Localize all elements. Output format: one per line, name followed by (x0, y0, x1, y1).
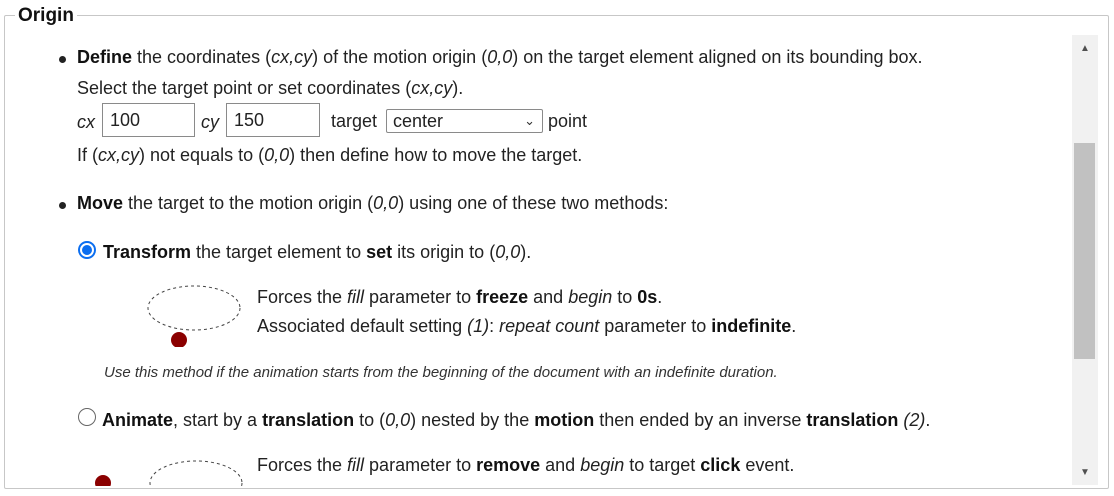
define-line-4: If (cx,cy) not equals to (0,0) then define how to move the target. (77, 145, 583, 165)
animate-option-label[interactable]: Animate, start by a translation to (0,0) nested by the motion then ended by an inverse translation (2). (102, 410, 931, 430)
target-select[interactable] (386, 109, 543, 133)
animate-desc-1: Forces the fill parameter to remove and begin to target click event. (257, 455, 795, 475)
bullet-icon (59, 56, 66, 63)
chevron-down-icon: ⌄ (524, 113, 535, 128)
motion-path-illustration (144, 282, 244, 347)
animate-path-illustration (86, 453, 256, 486)
cy-label: cy (201, 112, 219, 132)
define-line-1: Define the coordinates (cx,cy) of the motion origin (0,0) on the target element aligned on its bounding box. (77, 47, 923, 67)
scroll-down-icon[interactable]: ▼ (1080, 466, 1090, 478)
motion-path-ellipse (150, 461, 242, 486)
define-line-2: Select the target point or set coordinates (cx,cy). (77, 78, 464, 98)
scrollbar-thumb[interactable] (1074, 143, 1095, 359)
transform-desc-2: Associated default setting (1): repeat count parameter to indefinite. (257, 316, 797, 336)
transform-note: Use this method if the animation starts from the beginning of the document with an indefinite duration. (104, 364, 778, 381)
target-dot (171, 332, 187, 347)
scroll-up-icon[interactable]: ▲ (1080, 42, 1090, 54)
point-label: point (548, 111, 588, 131)
target-label: target (331, 111, 378, 131)
animate-radio[interactable] (78, 408, 96, 426)
cx-label: cx (77, 112, 95, 132)
fieldset-legend: Origin (15, 5, 77, 27)
scroll-viewport[interactable] (6, 35, 1069, 486)
bullet-icon (59, 202, 66, 209)
transform-option-label[interactable]: Transform the target element to set its origin to (0,0). (103, 242, 532, 262)
vertical-scrollbar[interactable] (1072, 35, 1098, 485)
cx-input[interactable]: 100 (102, 103, 195, 137)
target-select-value: center (393, 111, 444, 131)
transform-radio[interactable] (78, 241, 96, 259)
target-dot (95, 475, 111, 486)
transform-desc-1: Forces the fill parameter to freeze and begin to 0s. (257, 287, 663, 307)
cy-input[interactable]: 150 (226, 103, 320, 137)
motion-path-ellipse (148, 286, 240, 330)
move-line: Move the target to the motion origin (0,0) using one of these two methods: (77, 193, 669, 213)
